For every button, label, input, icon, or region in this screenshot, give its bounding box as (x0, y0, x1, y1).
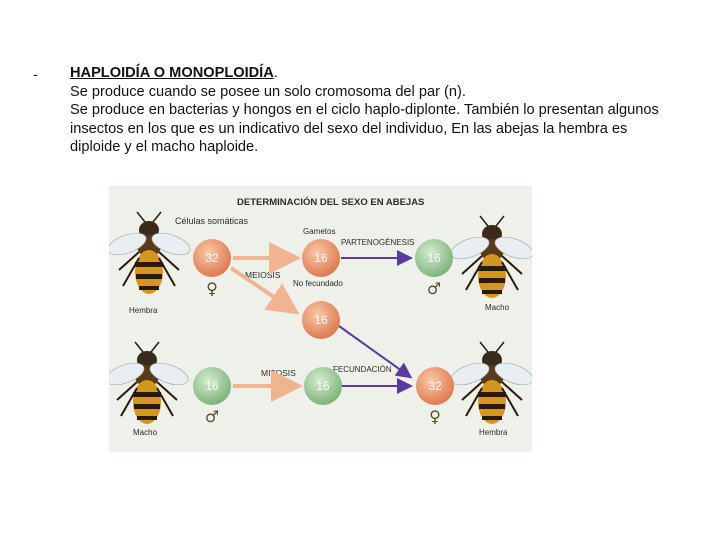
bullet-dash: - (33, 66, 38, 82)
figure-title: DETERMINACIÓN DEL SEXO EN ABEJAS (237, 197, 425, 208)
female-symbol-bottom-icon: ♀ (429, 407, 441, 426)
label-somatic-cells: Células somáticas (175, 216, 249, 226)
bee-male-top-right-icon (448, 216, 532, 298)
label-parthenogenesis: PARTENOGÉNESIS (341, 238, 415, 247)
female-symbol-icon: ♀ (206, 279, 218, 298)
cell-male-somatic-count: 16 (205, 379, 219, 393)
bee-label-top-right: Macho (485, 303, 510, 312)
label-meiosis: MEIOSIS (245, 270, 281, 280)
cell-male-result-count: 16 (427, 251, 441, 265)
label-fertilization: FECUNDACIÓN (333, 365, 392, 374)
heading-line (70, 64, 680, 83)
cell-female-result-count: 32 (428, 379, 442, 393)
male-symbol-bottom-icon: ♂ (204, 407, 220, 426)
cell-gamete-bottom-count: 16 (316, 379, 330, 393)
heading-suffix: . (273, 65, 278, 81)
label-gametes: Gametos (303, 227, 336, 236)
slide-heading: HAPLOIDÍA O MONOPLOIDÍA (70, 65, 274, 81)
bee-label-top-left: Hembra (129, 306, 158, 315)
bee-female-bottom-right-icon (448, 342, 532, 424)
figure-canvas (109, 186, 532, 452)
paragraph-2: Se produce en bacterias y hongos en el ciclo haplo-diplonte. También lo presentan algunos insectos en los que es un indicativo del sexo del individuo, En las abejas la hembra es diploide y el macho haploide. (70, 102, 659, 155)
bee-male-bottom-left-icon (109, 342, 191, 424)
cell-gamete-mid-count: 16 (314, 313, 328, 327)
bee-label-bottom-right: Hembra (479, 428, 508, 437)
slide-text-block (70, 64, 680, 157)
bee-label-bottom-left: Macho (133, 428, 158, 437)
label-unfertilized: No fecundado (293, 279, 343, 288)
male-symbol-top-icon: ♂ (426, 279, 442, 298)
cell-gamete-top-count: 16 (314, 251, 328, 265)
bee-sex-determination-figure (109, 186, 532, 452)
paragraph-1: Se produce cuando se posee un solo cromosoma del par (n). (70, 83, 466, 100)
label-mitosis: MITOSIS (261, 368, 296, 378)
cell-female-somatic-count: 32 (205, 251, 219, 265)
